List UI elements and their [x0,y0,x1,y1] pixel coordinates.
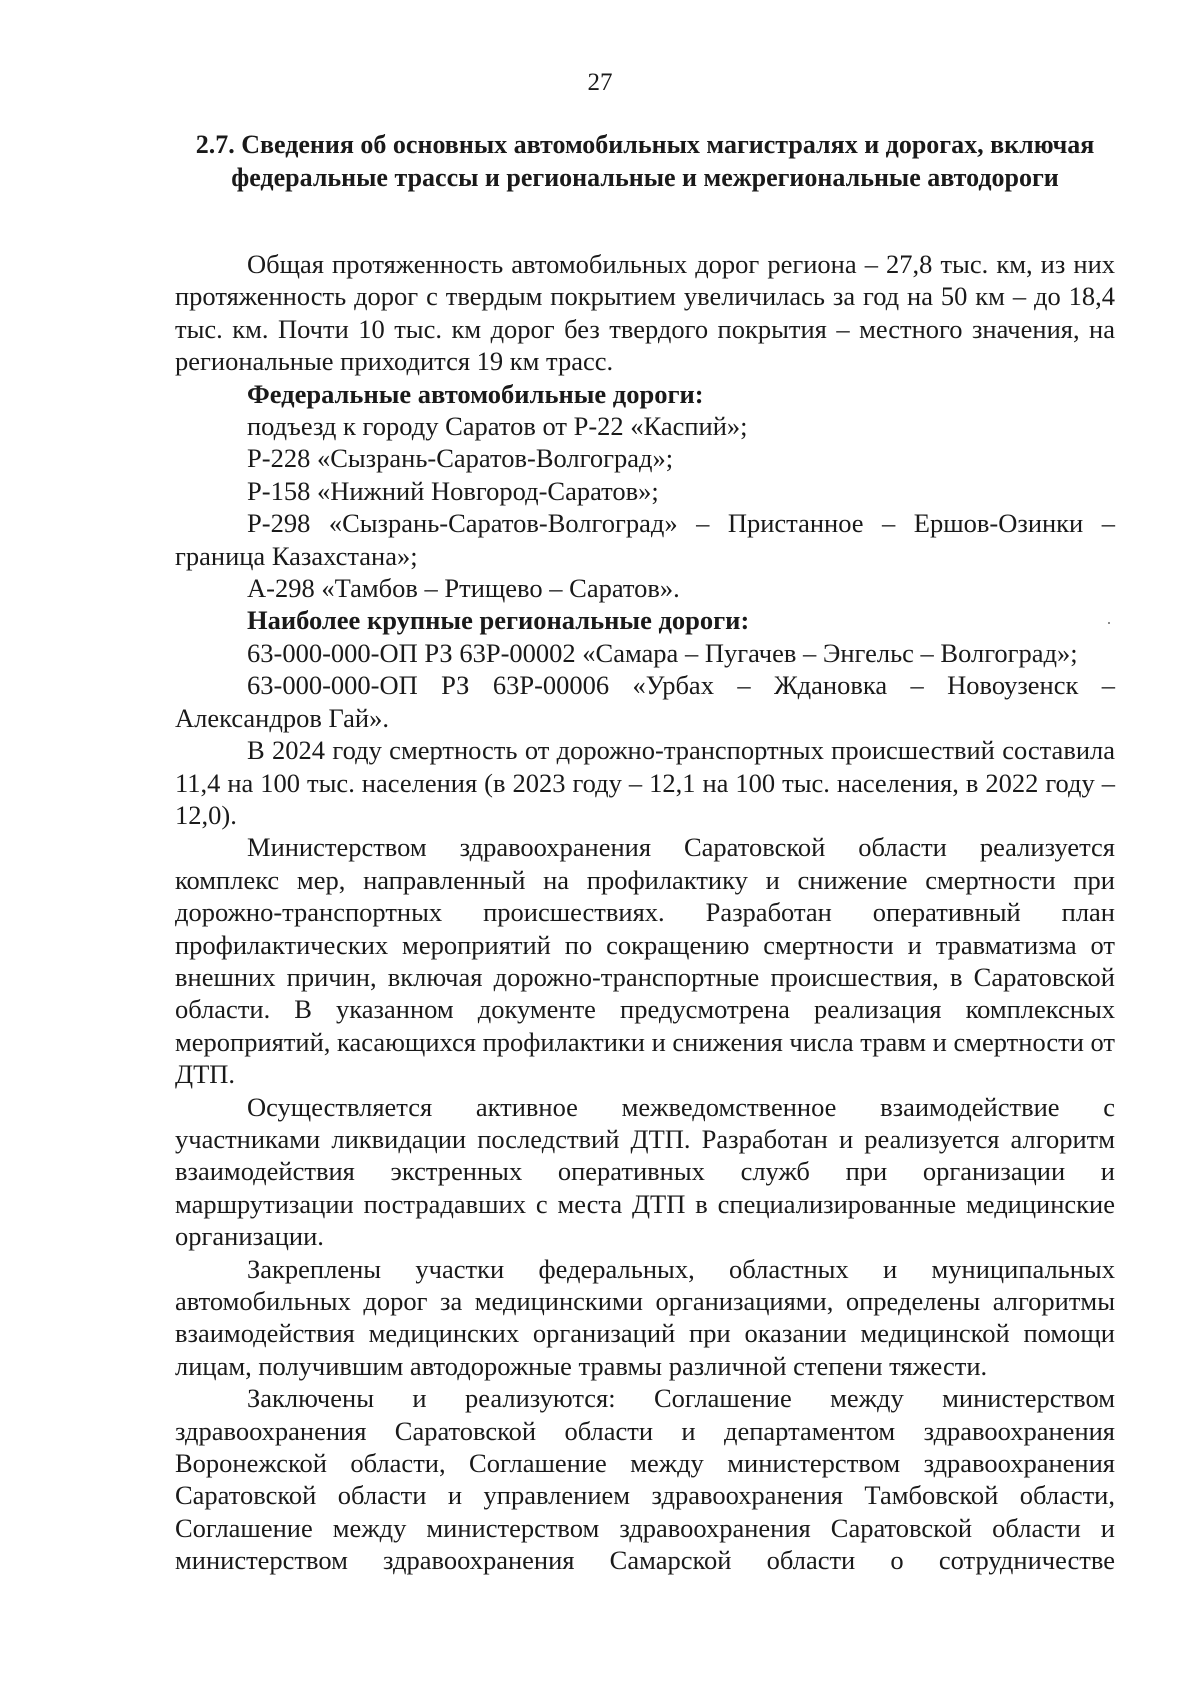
list-item-federal-road: А-298 «Тамбов – Ртищево – Саратов». [247,573,680,604]
list-item-federal-road: Р-298 «Сызрань-Саратов-Волгоград» – Пристанное – Ершов-Озинки – граница Казахстана»; [175,508,1115,571]
list-item-regional-road: 63-000-000-ОП РЗ 63Р-00002 «Самара – Пугачев – Энгельс – Волгоград»; [247,637,1078,668]
scan-speck [1108,622,1110,624]
page-number: 27 [587,69,613,96]
subheading-regional-roads: Наиболее крупные региональные дороги: [247,605,750,636]
paragraph-mortality-stats: В 2024 году смертность от дорожно-транспортных происшествий составила 11,4 на 100 тыс. населения (в 2023 году – 12,1 на 100 тыс. населения, в 2022 году – 12,0). [175,735,1115,830]
section-heading: 2.7. Сведения об основных автомобильных магистралях и дорогах, включая федеральные трассы и региональные и межрегиональные автодороги [195,130,1095,192]
paragraph-assigned-road-sections: Закреплены участки федеральных, областных и муниципальных автомобильных дорог за медицинскими организациями, определены алгоритмы взаимодействия медицинских организаций при оказании медицинской помощи лицам, получившим автодорожные травмы различной степени тяжести. [175,1253,1115,1381]
subheading-federal-roads: Федеральные автомобильные дороги: [247,378,704,409]
paragraph-road-length: Общая протяженность автомобильных дорог региона – 27,8 тыс. км, из них протяженность дорог с твердым покрытием увеличилась за год на 50 км – до 18,4 тыс. км. Почти 10 тыс. км дорог без твердого покрытия – местного значения, на региональные приходится 19 км трасс. [175,249,1115,377]
list-item-regional-road: 63-000-000-ОП РЗ 63Р-00006 «Урбах – Ждановка – Новоузенск – Александров Гай». [175,670,1115,733]
paragraph-agreements: Заключены и реализуются: Соглашение между министерством здравоохранения Саратовской области и департаментом здравоохранения Воронежской области, Соглашение между министерством здравоохранения Саратовской области и управлением здравоохранения Тамбовской области, Соглашение между министерством здравоохранения Саратовской области и министерством здравоохранения Самарской области о сотрудничестве [175,1383,1115,1576]
list-item-federal-road: Р-228 «Сызрань-Саратов-Волгоград»; [247,443,674,474]
list-item-federal-road: Р-158 «Нижний Новгород-Саратов»; [247,475,659,506]
body-text [175,248,1115,1577]
paragraph-ministry-measures: Министерством здравоохранения Саратовской области реализуется комплекс мер, направленный на профилактику и снижение смертности при дорожно-транспортных происшествиях. Разработан оперативный план профилактических мероприятий по сокращению смертности и травматизма от внешних причин, включая дорожно-транспортные происшествия, в Саратовской области. В указанном документе предусмотрена реализация комплексных мероприятий, касающихся профилактики и снижения числа травм и смертности от ДТП. [175,832,1115,1090]
list-item-federal-road: подъезд к городу Саратов от Р-22 «Каспий»; [247,411,748,442]
paragraph-interagency-cooperation: Осуществляется активное межведомственное взаимодействие с участниками ликвидации последствий ДТП. Разработан и реализуется алгоритм взаимодействия экстренных оперативных служб при организации и маршрутизации пострадавших с места ДТП в специализированные медицинские организации. [175,1091,1115,1252]
